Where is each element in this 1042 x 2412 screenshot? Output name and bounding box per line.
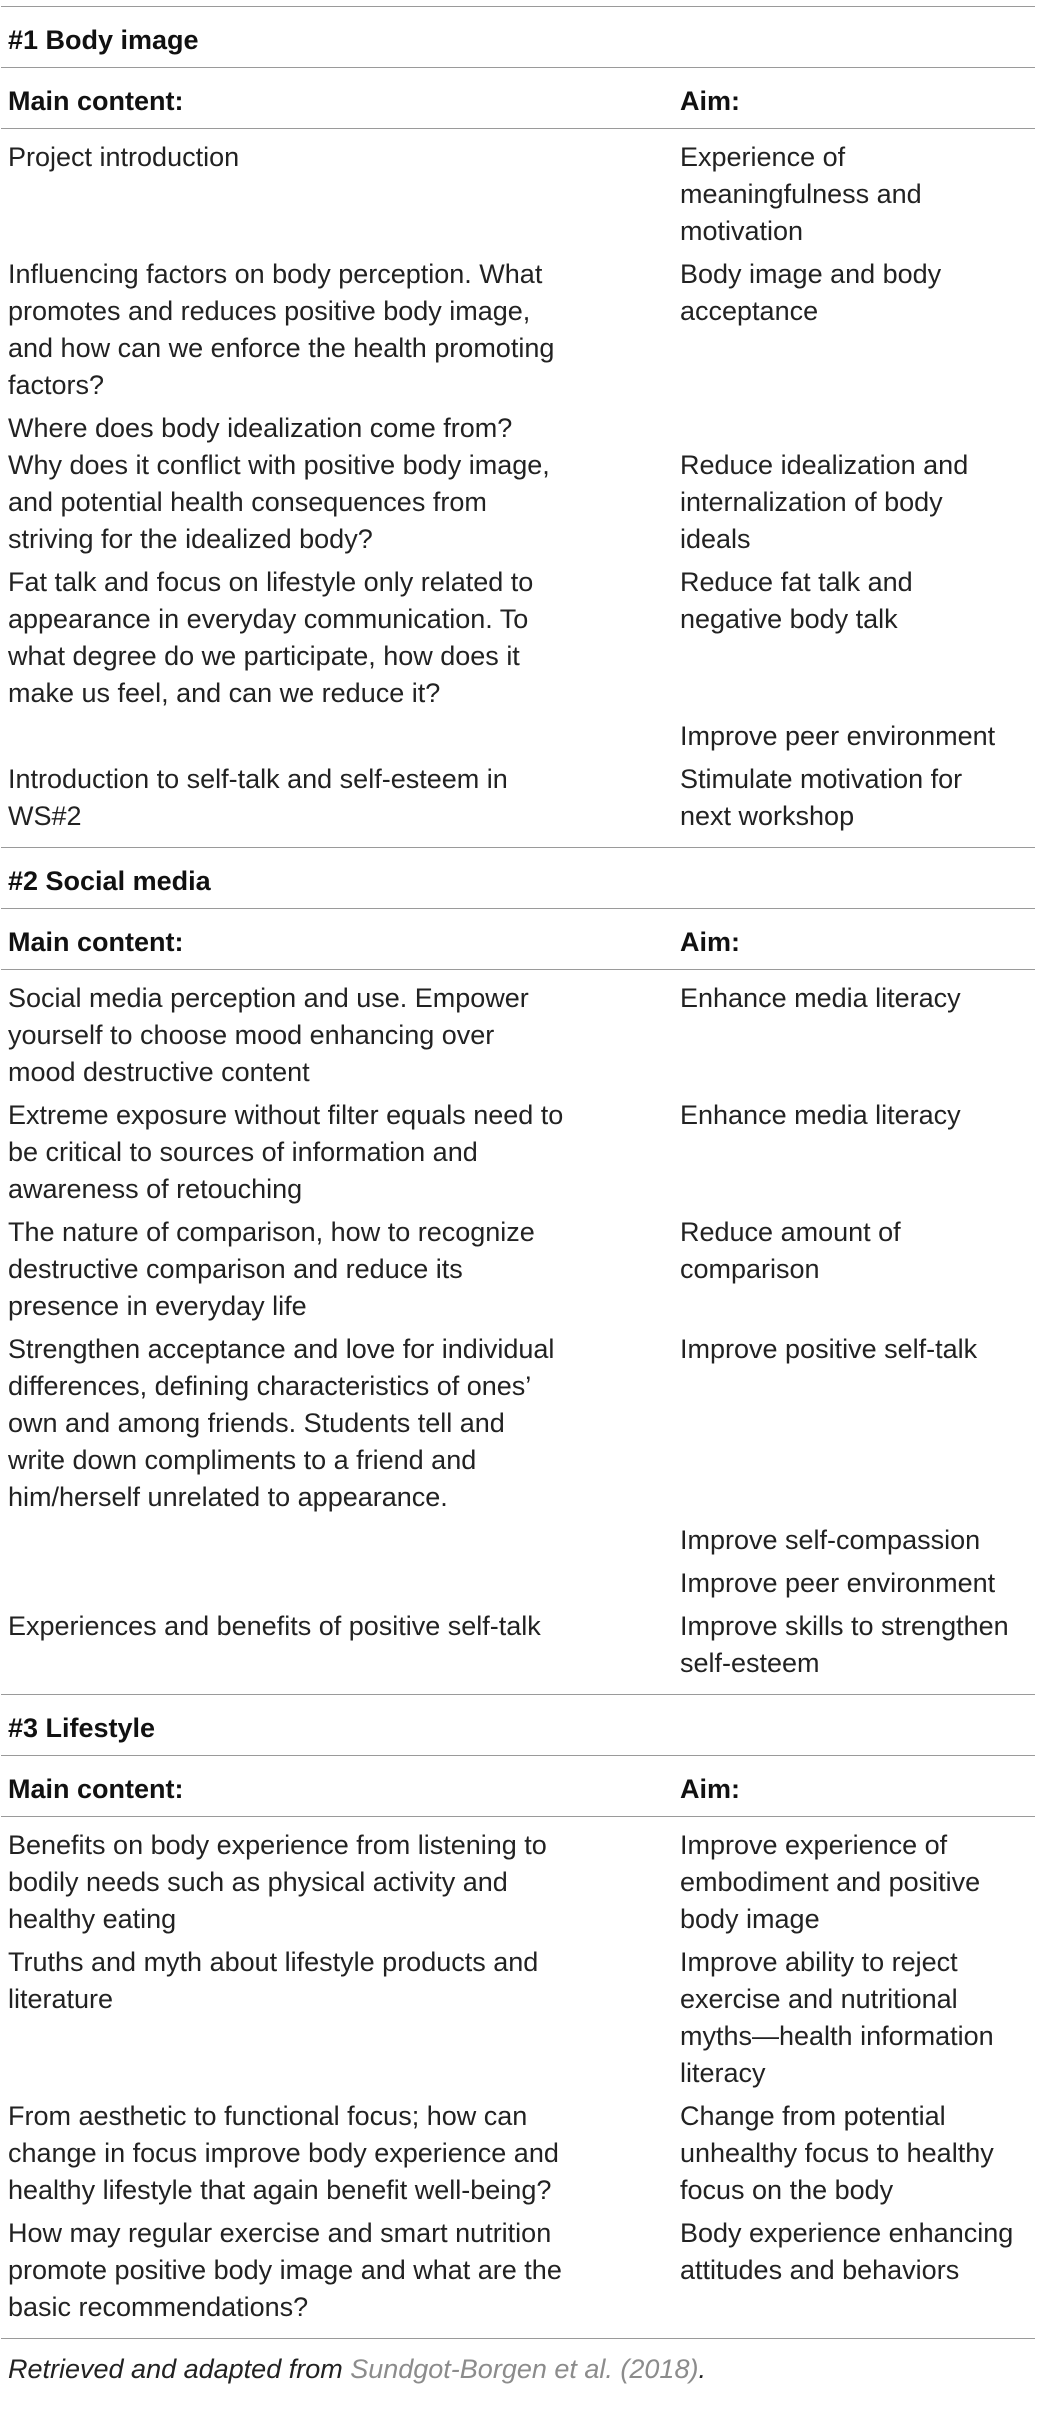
main-content-line: what degree do we participate, how does it bbox=[8, 641, 520, 671]
aim-line: Enhance media literacy bbox=[680, 1100, 961, 1130]
main-content-header: Main content: bbox=[8, 1774, 184, 1804]
main-content-cell bbox=[0, 1944, 680, 2092]
main-content-line: destructive comparison and reduce its bbox=[8, 1254, 463, 1284]
aim-line: motivation bbox=[680, 216, 804, 246]
aim-line: Stimulate motivation for bbox=[680, 764, 963, 794]
main-content-line: awareness of retouching bbox=[8, 1174, 303, 1204]
aim-line: Change from potential bbox=[680, 2101, 946, 2131]
footnote-suffix: . bbox=[698, 2354, 706, 2384]
main-content-cell bbox=[0, 139, 680, 250]
aim-line: Improve peer environment bbox=[680, 1568, 996, 1598]
main-content-cell bbox=[0, 1565, 680, 1602]
aim-line: focus on the body bbox=[680, 2175, 894, 2205]
main-content-line: healthy lifestyle that again benefit well-being? bbox=[8, 2175, 552, 2205]
table-body bbox=[0, 1817, 1042, 2338]
table-row bbox=[0, 718, 1042, 755]
main-content-line: Benefits on body experience from listening to bbox=[8, 1830, 547, 1860]
main-content-line: Why does it conflict with positive body image, bbox=[8, 450, 550, 480]
table-row bbox=[0, 1565, 1042, 1602]
table-row bbox=[0, 1608, 1042, 1682]
main-content-line: Where does body idealization come from? bbox=[8, 413, 513, 443]
table-row bbox=[0, 139, 1042, 250]
table-row bbox=[0, 564, 1042, 712]
main-content-line: healthy eating bbox=[8, 1904, 177, 1934]
table-row bbox=[0, 410, 1042, 558]
main-content-line: change in focus improve body experience and bbox=[8, 2138, 559, 2168]
main-content-line: factors? bbox=[8, 370, 105, 400]
aim-cell bbox=[680, 1331, 1034, 1516]
aim-line: self-esteem bbox=[680, 1648, 820, 1678]
aim-cell bbox=[680, 564, 1034, 712]
aim-line: Enhance media literacy bbox=[680, 983, 961, 1013]
aim-line: Improve self-compassion bbox=[680, 1525, 981, 1555]
aim-line: Improve experience of bbox=[680, 1830, 948, 1860]
table-row bbox=[0, 1944, 1042, 2092]
table-row bbox=[0, 2098, 1042, 2209]
main-content-line: Extreme exposure without filter equals need to bbox=[8, 1100, 564, 1130]
main-content-cell bbox=[0, 2098, 680, 2209]
aim-line: Body experience enhancing bbox=[680, 2218, 1014, 2248]
aim-cell bbox=[680, 1565, 1034, 1602]
aim-line: unhealthy focus to healthy bbox=[680, 2138, 994, 2168]
table-row bbox=[0, 2215, 1042, 2326]
main-content-line: promote positive body image and what are the bbox=[8, 2255, 562, 2285]
main-content-line: mood destructive content bbox=[8, 1057, 310, 1087]
aim-header: Aim: bbox=[680, 1774, 740, 1804]
main-content-line: and how can we enforce the health promoting bbox=[8, 333, 555, 363]
aim-line: next workshop bbox=[680, 801, 855, 831]
column-header-row bbox=[0, 1756, 1042, 1816]
table-row bbox=[0, 1827, 1042, 1938]
aim-cell bbox=[680, 139, 1034, 250]
main-content-line: make us feel, and can we reduce it? bbox=[8, 678, 441, 708]
main-content-line: write down compliments to a friend and bbox=[8, 1445, 477, 1475]
main-content-cell bbox=[0, 410, 680, 558]
main-content-line: and potential health consequences from bbox=[8, 487, 487, 517]
main-content-line bbox=[8, 718, 620, 755]
main-content-line: literature bbox=[8, 1984, 114, 2014]
aim-line: acceptance bbox=[680, 296, 819, 326]
main-content-cell bbox=[0, 761, 680, 835]
main-content-line: WS#2 bbox=[8, 801, 82, 831]
main-content-line: Strengthen acceptance and love for individual bbox=[8, 1334, 555, 1364]
aim-line: embodiment and positive bbox=[680, 1867, 981, 1897]
main-content-cell bbox=[0, 1331, 680, 1516]
main-content-line: How may regular exercise and smart nutrition bbox=[8, 2218, 552, 2248]
table-body bbox=[0, 970, 1042, 1694]
main-content-cell bbox=[0, 1522, 680, 1559]
main-content-cell bbox=[0, 564, 680, 712]
main-content-line: From aesthetic to functional focus; how can bbox=[8, 2101, 528, 2131]
table-row bbox=[0, 1331, 1042, 1516]
aim-header: Aim: bbox=[680, 927, 740, 957]
table-row bbox=[0, 980, 1042, 1091]
aim-line: Improve ability to reject bbox=[680, 1947, 958, 1977]
aim-line: Reduce amount of bbox=[680, 1217, 901, 1247]
aim-cell bbox=[680, 1944, 1034, 2092]
footnote bbox=[0, 2339, 1042, 2387]
main-content-line: own and among friends. Students tell and bbox=[8, 1408, 505, 1438]
aim-line: exercise and nutritional bbox=[680, 1984, 958, 2014]
main-content-line: Influencing factors on body perception. What bbox=[8, 259, 543, 289]
main-content-line: him/herself unrelated to appearance. bbox=[8, 1482, 448, 1512]
aim-cell bbox=[680, 1097, 1034, 1208]
main-content-line: presence in everyday life bbox=[8, 1291, 307, 1321]
section-title: #2 Social media bbox=[8, 866, 211, 896]
main-content-line: differences, defining characteristics of ones’ bbox=[8, 1371, 532, 1401]
aim-line bbox=[680, 410, 1030, 447]
main-content-line: be critical to sources of information and bbox=[8, 1137, 478, 1167]
section-title: #3 Lifestyle bbox=[8, 1713, 156, 1743]
aim-header: Aim: bbox=[680, 86, 740, 116]
aim-cell bbox=[680, 2098, 1034, 2209]
aim-cell bbox=[680, 256, 1034, 404]
section-title: #1 Body image bbox=[8, 25, 199, 55]
main-content-cell bbox=[0, 1827, 680, 1938]
table-row bbox=[0, 256, 1042, 404]
table-row bbox=[0, 1522, 1042, 1559]
main-content-cell bbox=[0, 1097, 680, 1208]
main-content-cell bbox=[0, 1608, 680, 1682]
main-content-line bbox=[8, 1565, 620, 1602]
main-content-cell bbox=[0, 256, 680, 404]
table-row bbox=[0, 1097, 1042, 1208]
aim-line: internalization of body bbox=[680, 487, 943, 517]
main-content-line: yourself to choose mood enhancing over bbox=[8, 1020, 495, 1050]
aim-line: Improve skills to strengthen bbox=[680, 1611, 1009, 1641]
main-content-line: basic recommendations? bbox=[8, 2292, 309, 2322]
aim-line: Improve peer environment bbox=[680, 721, 996, 751]
main-content-line: promotes and reduces positive body image, bbox=[8, 296, 531, 326]
main-content-line: striving for the idealized body? bbox=[8, 524, 373, 554]
aim-line: Improve positive self-talk bbox=[680, 1334, 978, 1364]
aim-cell bbox=[680, 410, 1034, 558]
main-content-line: Project introduction bbox=[8, 142, 240, 172]
main-content-line: appearance in everyday communication. To bbox=[8, 604, 529, 634]
aim-cell bbox=[680, 1608, 1034, 1682]
aim-cell bbox=[680, 980, 1034, 1091]
main-content-line: Introduction to self-talk and self-esteem in bbox=[8, 764, 508, 794]
aim-cell bbox=[680, 1827, 1034, 1938]
table-row bbox=[0, 1214, 1042, 1325]
aim-line: myths—health information bbox=[680, 2021, 994, 2051]
column-header-row bbox=[0, 68, 1042, 128]
main-content-cell bbox=[0, 980, 680, 1091]
aim-line: Reduce idealization and bbox=[680, 450, 969, 480]
main-content-line: Truths and myth about lifestyle products and bbox=[8, 1947, 539, 1977]
aim-line: body image bbox=[680, 1904, 820, 1934]
main-content-line: Social media perception and use. Empower bbox=[8, 983, 529, 1013]
main-content-cell bbox=[0, 1214, 680, 1325]
main-content-line bbox=[8, 1522, 620, 1559]
aim-cell bbox=[680, 1522, 1034, 1559]
column-header-row bbox=[0, 909, 1042, 969]
main-content-header: Main content: bbox=[8, 86, 184, 116]
aim-line: Experience of bbox=[680, 142, 846, 172]
table-body bbox=[0, 129, 1042, 847]
citation-link[interactable]: Sundgot-Borgen et al. (2018) bbox=[350, 2354, 699, 2384]
aim-line: comparison bbox=[680, 1254, 820, 1284]
table-row bbox=[0, 761, 1042, 835]
main-content-cell bbox=[0, 2215, 680, 2326]
aim-line: literacy bbox=[680, 2058, 766, 2088]
aim-cell bbox=[680, 1214, 1034, 1325]
aim-cell bbox=[680, 761, 1034, 835]
aim-line: Reduce fat talk and bbox=[680, 567, 913, 597]
aim-line: attitudes and behaviors bbox=[680, 2255, 960, 2285]
main-content-line: Experiences and benefits of positive self-talk bbox=[8, 1611, 541, 1641]
aim-cell bbox=[680, 718, 1034, 755]
aim-line: Body image and body bbox=[680, 259, 942, 289]
aim-cell bbox=[680, 2215, 1034, 2326]
aim-line: ideals bbox=[680, 524, 751, 554]
main-content-header: Main content: bbox=[8, 927, 184, 957]
aim-line: meaningfulness and bbox=[680, 179, 922, 209]
aim-line: negative body talk bbox=[680, 604, 898, 634]
footnote-prefix: Retrieved and adapted from bbox=[8, 2354, 351, 2384]
main-content-cell bbox=[0, 718, 680, 755]
main-content-line: Fat talk and focus on lifestyle only related to bbox=[8, 567, 534, 597]
main-content-line: bodily needs such as physical activity and bbox=[8, 1867, 508, 1897]
main-content-line: The nature of comparison, how to recognize bbox=[8, 1217, 535, 1247]
